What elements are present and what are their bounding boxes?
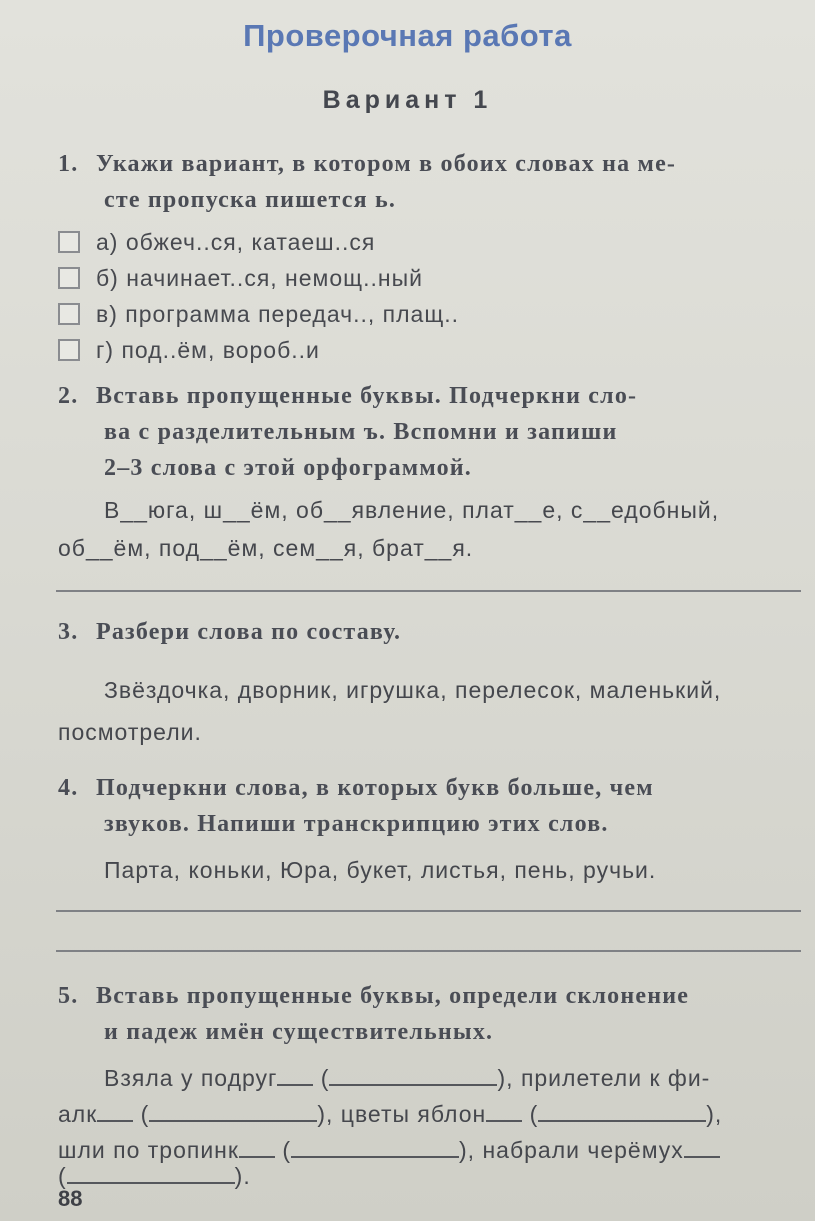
- option-d[interactable]: [58, 332, 459, 368]
- task-2-words-line-1: В__юга, ш__ём, об__явление, плат__е, с__едобный,: [104, 497, 720, 523]
- task-2-question: [58, 378, 808, 486]
- option-b-label: б) начинает..ся, немощ..ный: [96, 265, 423, 291]
- task-5-number: 5.: [58, 983, 79, 1009]
- word-cheryomukh: набрали черёмух: [482, 1137, 684, 1163]
- letter-blank[interactable]: [97, 1098, 133, 1122]
- task-3-question: [58, 614, 808, 650]
- task-2-line-3: 2–3 слова с этой орфограммой.: [104, 455, 473, 481]
- word-fialk: алк: [58, 1101, 98, 1127]
- option-c[interactable]: [58, 296, 459, 332]
- checkbox-d[interactable]: [58, 339, 80, 361]
- task-2-words-line-2: об__ём, под__ём, сем__я, брат__я.: [58, 535, 474, 561]
- page-title: Проверочная работа: [243, 18, 572, 53]
- letter-blank[interactable]: [277, 1062, 313, 1086]
- task-5-sentence-line-3: шли по тропинк ( ), набрали черёмух: [58, 1130, 720, 1170]
- task-3-words-line-2: посмотрели.: [58, 719, 202, 745]
- word-yablon: цветы яблон: [340, 1101, 487, 1127]
- task-4-line-2: звуков. Напиши транскрипцию этих слов.: [104, 811, 609, 837]
- task-4-line-1: Подчеркни слова, в которых букв больше, чем: [96, 775, 654, 801]
- page-number: 88: [58, 1186, 83, 1211]
- task-4-words: Парта, коньки, Юра, букет, листья, пень, ручьи.: [104, 857, 657, 883]
- task-5-line-1: Вставь пропущенные буквы, определи склонение: [96, 983, 690, 1009]
- task-1-line-1: Укажи вариант, в котором в обоих словах на ме-: [96, 151, 677, 177]
- task-3-words-line-1: Звёздочка, дворник, игрушка, перелесок, маленький,: [104, 677, 722, 703]
- task-1-question: [58, 146, 808, 218]
- task-2-line-1: Вставь пропущенные буквы. Подчеркни сло-: [96, 383, 638, 409]
- letter-blank[interactable]: [684, 1134, 720, 1158]
- task-4-number: 4.: [58, 775, 79, 801]
- letter-blank[interactable]: [486, 1098, 522, 1122]
- answer-line[interactable]: [56, 950, 801, 952]
- case-blank[interactable]: [329, 1062, 497, 1086]
- task-5-line-2: и падеж имён существительных.: [104, 1019, 494, 1045]
- answer-line[interactable]: [56, 910, 801, 912]
- option-c-label: в) программа передач.., плащ..: [96, 301, 460, 327]
- task-5-sentence-line-4: ( ).: [58, 1156, 251, 1196]
- task-3-number: 3.: [58, 619, 79, 645]
- option-d-label: г) под..ём, вороб..и: [96, 337, 320, 363]
- variant-heading: Вариант 1: [322, 86, 493, 114]
- case-blank[interactable]: [291, 1134, 459, 1158]
- case-blank[interactable]: [538, 1098, 706, 1122]
- option-b[interactable]: [58, 260, 459, 296]
- case-blank[interactable]: [149, 1098, 317, 1122]
- task-5-sentence-line-1: Взяла у подруг ( ), прилетели к фи-: [104, 1058, 710, 1098]
- checkbox-c[interactable]: [58, 303, 80, 325]
- checkbox-a[interactable]: [58, 231, 80, 253]
- option-a-label: а) обжеч..ся, катаеш..ся: [96, 229, 376, 255]
- answer-line[interactable]: [56, 590, 801, 592]
- task-5-question: [58, 978, 808, 1050]
- task-2-line-2: ва с разделительным ъ. Вспомни и запиши: [104, 419, 618, 445]
- task-3-line-1: Разбери слова по составу.: [96, 619, 402, 645]
- task-4-question: [58, 770, 808, 842]
- task-5-sentence-line-2: алк ( ), цветы яблон ( ),: [58, 1094, 722, 1134]
- word-prileteli: прилетели к фи-: [520, 1065, 711, 1091]
- letter-blank[interactable]: [239, 1134, 275, 1158]
- case-blank[interactable]: [67, 1160, 235, 1184]
- word-podrug: Взяла у подруг: [104, 1065, 278, 1091]
- task-1-line-2: сте пропуска пишется ь.: [104, 187, 397, 213]
- option-a[interactable]: [58, 224, 459, 260]
- task-1-number: 1.: [58, 151, 79, 177]
- checkbox-b[interactable]: [58, 267, 80, 289]
- task-2-number: 2.: [58, 383, 79, 409]
- word-tropink: шли по тропинк: [58, 1137, 239, 1163]
- task-1-options: [58, 224, 459, 368]
